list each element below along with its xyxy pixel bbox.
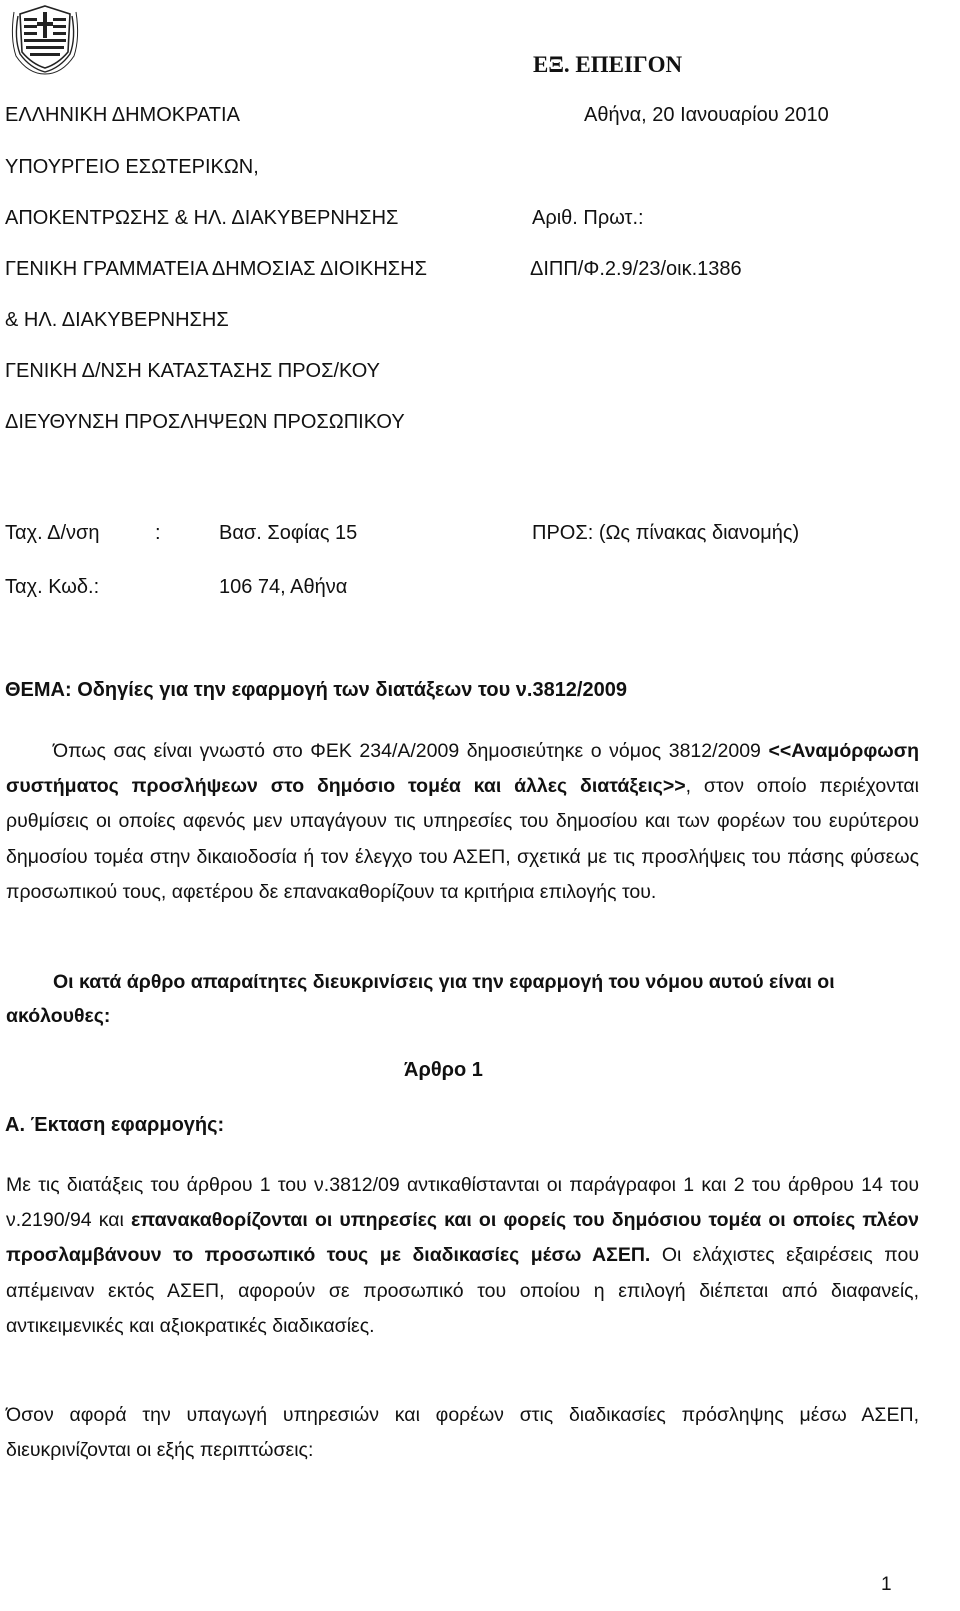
body-paragraph-1 [6,734,919,910]
body-paragraph-3: Όσον αφορά την υπαγωγή υπηρεσιών και φορέων στις διαδικασίες πρόσληψης μέσω ΑΣΕΠ, διευκρινίζονται οι εξής περιπτώσεις: [6,1404,919,1462]
article-title: Άρθρο 1 [404,1059,483,1081]
p1-law-title: <<Αναμόρφωση συστήματος προσλήψεων στο δημόσιο τομέα και άλλες διατάξεις>> [6,740,919,798]
p2-bold-text: επανακαθορίζονται οι υπηρεσίες και οι φορείς του δημόσιου τομέα οι οποίες πλέον προσλαμβάνουν το προσωπικό τους με διαδικασίες μέσω ΑΣΕΠ. [6,1209,920,1267]
p2-text-c: Οι ελάχιστες εξαιρέσεις που απέμειναν εκτός ΑΣΕΠ, αφορούν σε προσωπικό του οποίου η επιλογή διέπεται από διαφανείς, αντικειμενικές και αξιοκρατικές διαδικασίες. [6,1244,919,1337]
postal-value: 106 74, Αθήνα [219,576,348,598]
org-line-1: ΕΛΛΗΝΙΚΗ ΔΗΜΟΚΡΑΤΙΑ [5,104,240,126]
org-line-2: ΥΠΟΥΡΓΕΙΟ ΕΣΩΤΕΡΙΚΩΝ, [5,156,259,178]
section-a-heading: Α. Έκταση εφαρμογής: [5,1114,225,1136]
document-date: Αθήνα, 20 Ιανουαρίου 2010 [584,104,829,126]
street-label: Ταχ. Δ/νση [5,522,100,544]
recipient-line: ΠΡΟΣ: (Ως πίνακας διανομής) [532,522,800,544]
greek-coat-of-arms-icon [6,2,84,76]
org-line-3: ΑΠΟΚΕΝΤΡΩΣΗΣ & ΗΛ. ΔΙΑΚΥΒΕΡΝΗΣΗΣ [5,207,399,229]
p1-text-a: Όπως σας είναι γνωστό στο ΦΕΚ 234/Α/2009 δημοσιεύτηκε ο νόμος 3812/2009 [53,740,769,762]
body-paragraph-2 [6,1168,919,1344]
postal-label: Ταχ. Κωδ.: [5,576,100,598]
street-value: Βασ. Σοφίας 15 [219,522,358,544]
classification-label: ΕΞ. ΕΠΕΙΓΟΝ [533,52,683,77]
org-line-5: & ΗΛ. ΔΙΑΚΥΒΕΡΝΗΣΗΣ [5,309,229,331]
clarifications-intro: Οι κατά άρθρο απαραίτητες διευκρινίσεις για την εφαρμογή του νόμου αυτού είναι οι ακόλουθες: [6,971,835,1027]
p2-text-a: Με τις διατάξεις του άρθρου 1 του ν.3812/09 αντικαθίστανται οι παράγραφοι 1 και 2 του άρθρου 14 του ν.2190/94 και [6,1174,919,1232]
street-colon: : [155,522,161,544]
org-line-7: ΔΙΕΥΘΥΝΣΗ ΠΡΟΣΛΗΨΕΩΝ ΠΡΟΣΩΠΙΚΟΥ [5,411,405,433]
subject-line: ΘΕΜΑ: Οδηγίες για την εφαρμογή των διατάξεων του ν.3812/2009 [5,679,627,701]
protocol-number: ΔΙΠΠ/Φ.2.9/23/οικ.1386 [530,258,742,280]
p1-text-c: , στον οποίο περιέχονται ρυθμίσεις οι οποίες αφενός μεν υπαγάγουν τις υπηρεσίες του δημοσίου και των φορέων του ευρύτερου δημοσίου τομέα στην δικαιοδοσία ή τον έλεγχο του ΑΣΕΠ, σχετικά με τις προσλήψεις του πάσης φύσεως προσωπικού τους, αφετέρου δε επανακαθορίζουν τα κριτήρια επιλογής του. [6,775,919,903]
org-line-4: ΓΕΝΙΚΗ ΓΡΑΜΜΑΤΕΙΑ ΔΗΜΟΣΙΑΣ ΔΙΟΙΚΗΣΗΣ [5,258,427,280]
protocol-label: Αριθ. Πρωτ.: [532,207,644,229]
org-line-6: ΓΕΝΙΚΗ Δ/ΝΣΗ ΚΑΤΑΣΤΑΣΗΣ ΠΡΟΣ/ΚΟΥ [5,360,380,382]
page-number: 1 [881,1574,892,1595]
